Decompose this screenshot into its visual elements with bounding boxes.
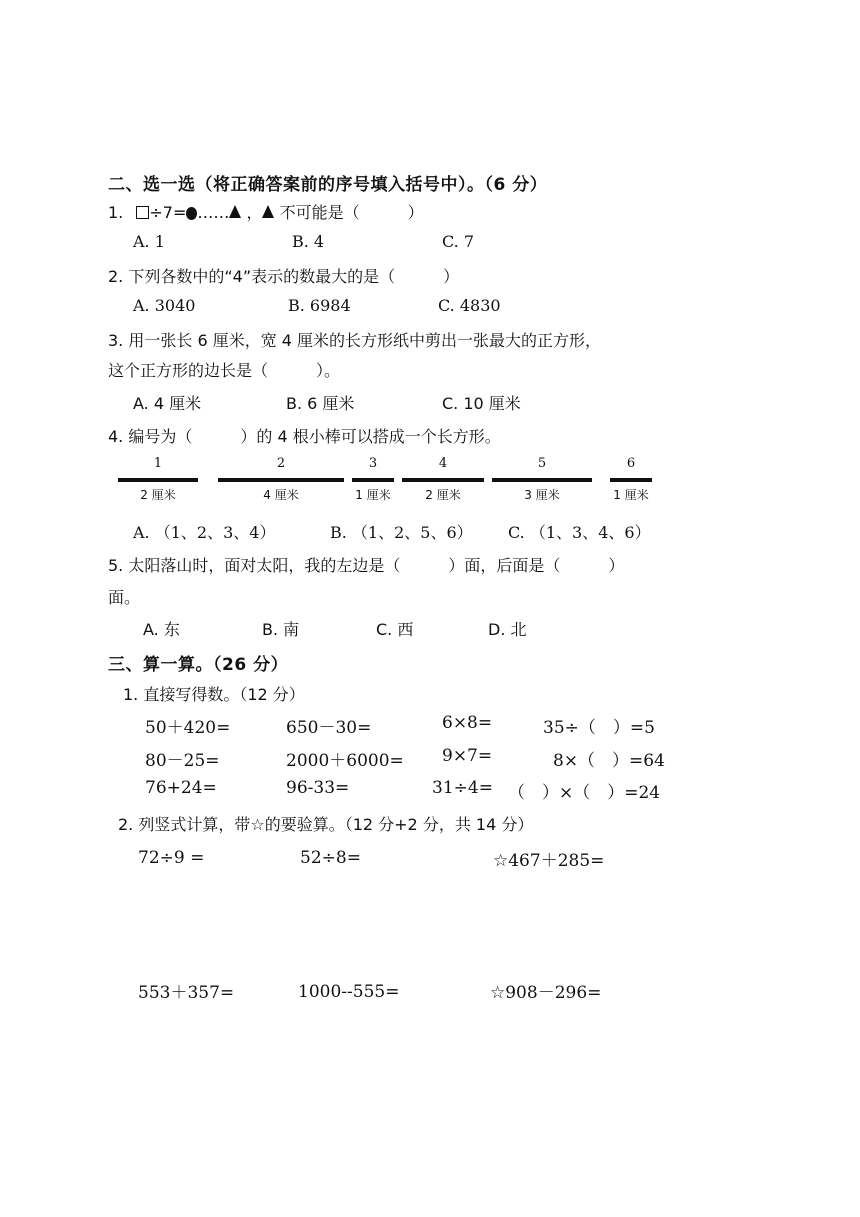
oral-calc-item: 9×7=	[442, 746, 493, 766]
oral-calc-item: 96-33=	[286, 778, 350, 798]
question-number: 1.	[108, 203, 124, 222]
stick-6-length: 1 厘米	[613, 488, 649, 502]
vertical-calc-item: 553＋357=	[138, 983, 235, 1003]
stick-1-length: 2 厘米	[140, 488, 176, 502]
option-a: A. 4 厘米	[133, 394, 202, 413]
question-3-line-1: 3. 用一张长 6 厘米，宽 4 厘米的长方形纸中剪出一张最大的正方形，	[108, 331, 602, 350]
vertical-calc-item: ☆467＋285=	[493, 851, 605, 871]
option-b: B. 6 厘米	[286, 394, 355, 413]
question-1	[108, 200, 424, 223]
oral-calc-item: 80－25=	[145, 751, 220, 771]
option-c: C. （1、3、4、6）	[508, 523, 651, 542]
stick-6-number: 6	[626, 456, 636, 471]
oral-calc-item: 35÷（ ）=5	[543, 718, 655, 738]
stick-3-length: 1 厘米	[355, 488, 391, 502]
question-1-division: ÷7=	[149, 203, 187, 222]
vertical-calc-item: 52÷8=	[300, 848, 361, 868]
oral-calc-item: 2000＋6000=	[286, 751, 404, 771]
option-c: C. 10 厘米	[442, 394, 521, 413]
option-b: B. 南	[262, 620, 300, 639]
option-a: A. 3040	[133, 296, 196, 315]
oral-calc-item: 31÷4=	[432, 778, 493, 798]
option-b: B. 4	[292, 232, 325, 251]
oral-calc-item: 650－30=	[286, 718, 372, 738]
stick-2-number: 2	[276, 456, 286, 471]
dot-icon	[186, 207, 197, 220]
question-1-tail: 不可能是（ ）	[279, 203, 424, 222]
vertical-calc-item: 72÷9 =	[138, 848, 205, 868]
stick-6	[610, 478, 652, 482]
option-d: D. 北	[488, 620, 527, 639]
option-b: B. （1、2、5、6）	[330, 523, 473, 542]
stick-1-number: 1	[153, 456, 163, 471]
stick-2-length: 4 厘米	[263, 488, 299, 502]
oral-calc-item: 8×（ ）=64	[553, 751, 665, 771]
oral-calc-item: 50＋420=	[145, 718, 231, 738]
triangle-icon	[229, 205, 241, 218]
oral-calc-item: 76+24=	[145, 778, 217, 798]
option-a: A. （1、2、3、4）	[133, 523, 276, 542]
stick-5-length: 3 厘米	[524, 488, 560, 502]
stick-2	[218, 478, 344, 482]
oral-calc-item: 6×8=	[442, 713, 493, 733]
triangle-icon	[262, 205, 274, 218]
stick-4	[402, 478, 484, 482]
stick-4-length: 2 厘米	[425, 488, 461, 502]
question-2: 2. 下列各数中的“4”表示的数最大的是（ ）	[108, 267, 460, 286]
question-4: 4. 编号为（ ）的 4 根小棒可以搭成一个长方形。	[108, 427, 501, 446]
question-5-line-1: 5. 太阳落山时，面对太阳，我的左边是（ ）面，后面是（ ）	[108, 556, 625, 575]
oral-calc-item: （ ）×（ ）=24	[508, 783, 661, 803]
square-icon	[136, 206, 149, 219]
stick-5	[492, 478, 592, 482]
subsection-1-title: 1. 直接写得数。（12 分）	[123, 685, 305, 704]
stick-5-number: 5	[537, 456, 547, 471]
question-3-line-2: 这个正方形的边长是（ ）。	[108, 361, 341, 380]
option-c: C. 4830	[438, 296, 501, 315]
vertical-calc-item: 1000--555=	[298, 982, 400, 1002]
option-a: A. 东	[143, 620, 180, 639]
vertical-calc-item: ☆908－296=	[490, 983, 602, 1003]
question-1-dots: ……	[197, 203, 230, 222]
question-5-line-2: 面。	[108, 588, 141, 607]
question-1-comma: ，	[246, 203, 263, 222]
option-c: C. 7	[442, 232, 475, 251]
stick-1	[118, 478, 198, 482]
stick-3-number: 3	[368, 456, 378, 471]
option-a: A. 1	[133, 232, 165, 251]
section-2-title: 二、选一选（将正确答案前的序号填入括号中）。（6 分）	[108, 175, 548, 195]
option-c: C. 西	[376, 620, 414, 639]
section-3-title: 三、算一算。（26 分）	[108, 655, 289, 675]
stick-4-number: 4	[438, 456, 448, 471]
subsection-2-title: 2. 列竖式计算，带☆的要验算。（12 分+2 分，共 14 分）	[118, 815, 534, 834]
option-b: B. 6984	[288, 296, 351, 315]
stick-3	[352, 478, 394, 482]
